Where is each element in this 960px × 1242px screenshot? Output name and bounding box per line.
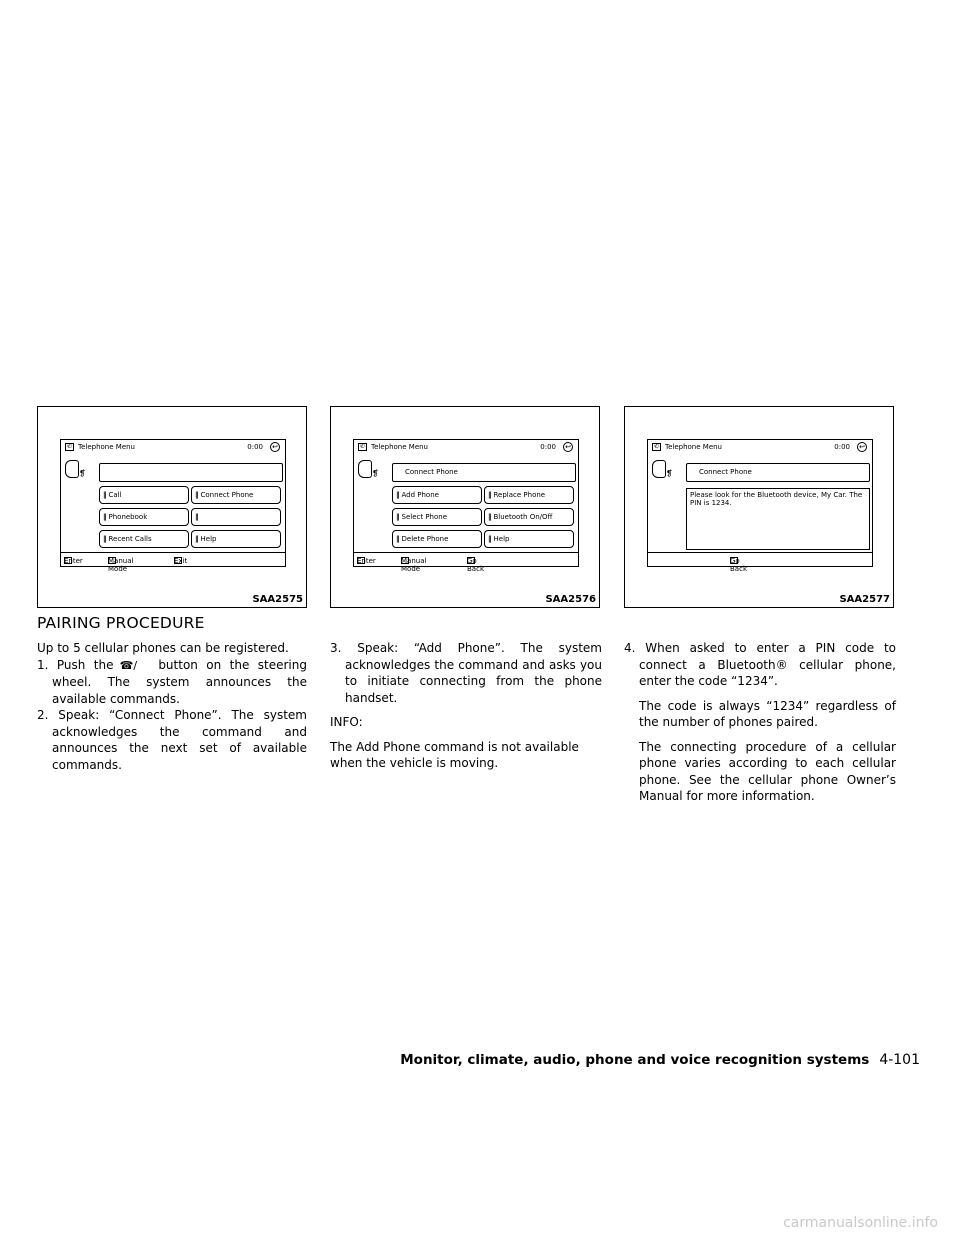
option-replace-phone: ‖ Replace Phone: [484, 486, 574, 504]
step-1: 1. Push the ☎∕ button on the steering wheel. The system announces the available commands.: [37, 657, 307, 706]
command-box: [99, 463, 283, 482]
pin-message-box: Please look for the Bluetooth device, My Car. The PIN is 1234.: [686, 488, 870, 550]
info-text: The Add Phone command is not available when the vehicle is moving.: [330, 739, 579, 770]
back-icon: ↩: [563, 442, 573, 452]
figure-saa2575: [37, 406, 307, 608]
column-2: [330, 640, 602, 772]
figure-saa2576: [330, 406, 600, 608]
screen-title: Telephone Menu: [665, 443, 722, 451]
screen-title: Telephone Menu: [371, 443, 428, 451]
option-help: ‖ Help: [191, 530, 281, 548]
option-add-phone: ‖ Add Phone: [392, 486, 482, 504]
watermark: carmanualsonline.info: [783, 1215, 938, 1231]
step-4: 4. When asked to enter a PIN code to connect a Bluetooth® cellular phone, enter the code “1234”.: [624, 641, 896, 688]
telephone-menu-screen: [60, 439, 286, 573]
figure-label: SAA2576: [545, 594, 596, 605]
step-2: 2. Speak: “Connect Phone”. The system acknowledges the command and announces the next set of available commands.: [37, 708, 307, 772]
step-3: 3. Speak: “Add Phone”. The system acknowledges the command and asks you to initiate connecting from the phone handset.: [330, 641, 602, 705]
talk-button-icon: ☎∕: [119, 658, 138, 672]
option-call: ‖ Call: [99, 486, 189, 504]
option-help: ‖ Help: [484, 530, 574, 548]
command-box: Connect Phone: [392, 463, 576, 482]
screen-footer: Enter Manual Mode Exit: [61, 552, 285, 566]
option-phonebook: ‖ Phonebook: [99, 508, 189, 526]
intro-text: Up to 5 cellular phones can be registered.: [37, 641, 289, 655]
voice-recognition-icon: ❡: [652, 460, 676, 486]
pin-info-screen: [647, 439, 873, 573]
option-bluetooth-toggle: ‖ Bluetooth On/Off: [484, 508, 574, 526]
figure-label: SAA2575: [252, 594, 303, 605]
option-recent-calls: ‖ Recent Calls: [99, 530, 189, 548]
back-icon: ↩: [270, 442, 280, 452]
page-number: 4-101: [879, 1052, 920, 1068]
screen-title: Telephone Menu: [78, 443, 135, 451]
option-connect-phone: ‖ Connect Phone: [191, 486, 281, 504]
command-box: Connect Phone: [686, 463, 870, 482]
screen-header: [354, 440, 578, 455]
option-empty: ‖: [191, 508, 281, 526]
figure-saa2577: [624, 406, 894, 608]
screen-footer: Enter Manual Mode Go Back: [354, 552, 578, 566]
call-timer: 0:00: [834, 443, 850, 451]
option-delete-phone: ‖ Delete Phone: [392, 530, 482, 548]
section-title: PAIRING PROCEDURE: [37, 614, 205, 632]
page-footer: [400, 1052, 920, 1068]
call-timer: 0:00: [540, 443, 556, 451]
screen-header: [61, 440, 285, 455]
pin-note: The code is always “1234” regardless of the number of phones paired.: [639, 698, 896, 729]
back-icon: ↩: [857, 442, 867, 452]
call-timer: 0:00: [247, 443, 263, 451]
phone-icon: ✆: [359, 443, 366, 450]
phone-icon: ✆: [653, 443, 660, 450]
footer-section-title: Monitor, climate, audio, phone and voice recognition systems: [400, 1052, 870, 1068]
screen-header: [648, 440, 872, 455]
connect-phone-screen: [353, 439, 579, 573]
voice-recognition-icon: ❡: [65, 460, 89, 486]
option-select-phone: ‖ Select Phone: [392, 508, 482, 526]
figure-label: SAA2577: [839, 594, 890, 605]
column-3: [624, 640, 896, 805]
info-label: INFO:: [330, 715, 363, 729]
procedure-note: The connecting procedure of a cellular phone varies according to each cellular phone. See the cellular phone Owner’s Manual for more information.: [639, 739, 896, 803]
phone-icon: ✆: [66, 443, 73, 450]
column-1: [37, 640, 307, 773]
voice-recognition-icon: ❡: [358, 460, 382, 486]
screen-footer: Go Back: [648, 552, 872, 566]
